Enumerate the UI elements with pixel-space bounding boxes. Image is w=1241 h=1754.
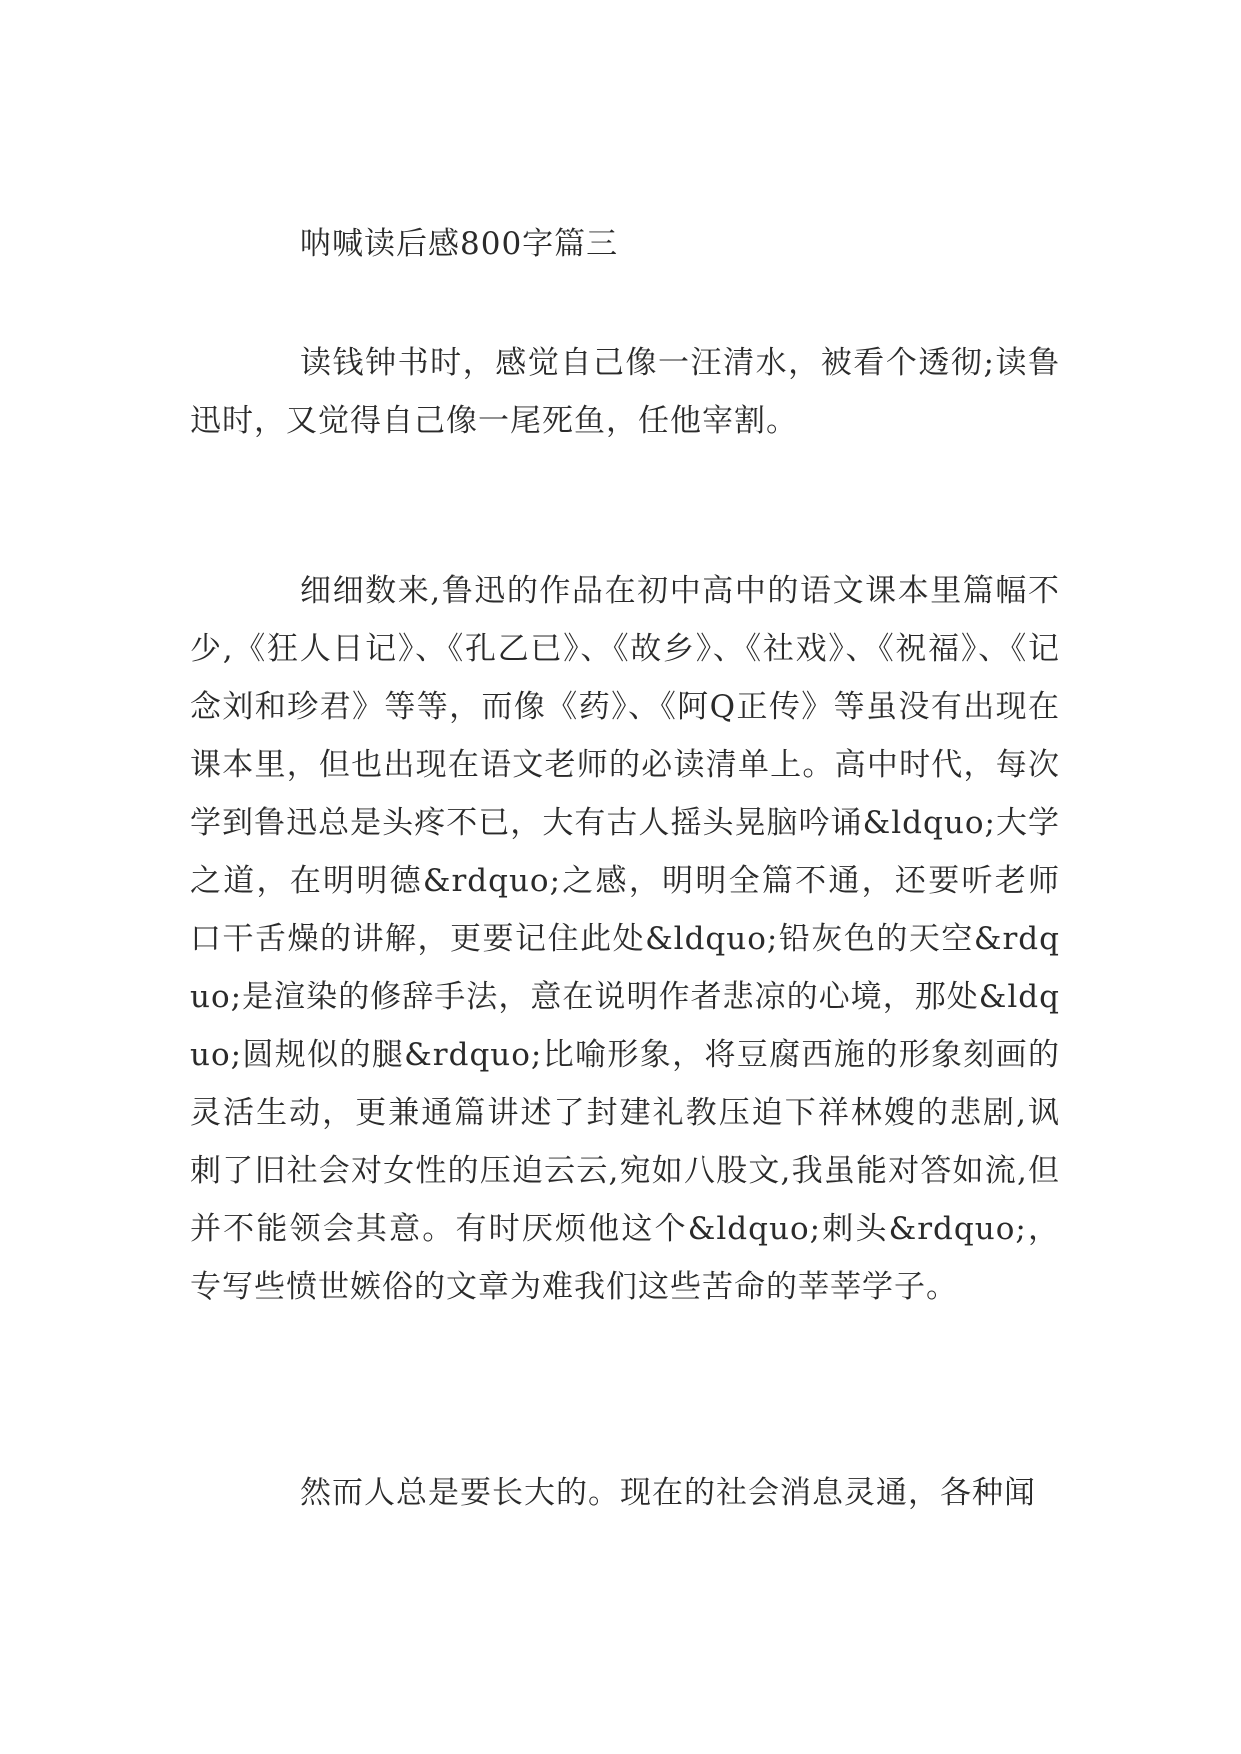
paragraph-2: 细细数来,鲁迅的作品在初中高中的语文课本里篇幅不少,《狂人日记》、《孔乙已》、《故乡》、《社戏》、《祝福》、《记念刘和珍君》等等，而像《药》、《阿Q正传》等虽没有出现在课本里，但也出现在语文老师的必读清单上。高中时代，每次学到鲁迅总是头疼不已，大有古人摇头晃脑吟诵&ldquo;大学之道，在明明德&rdquo;之感，明明全篇不通，还要听老师口干舌燥的讲解，更要记住此处&ldquo;铅灰色的天空&rdquo;是渲染的修辞手法，意在说明作者悲凉的心境，那处&ldquo;圆规似的腿&rdquo;比喻形象，将豆腐西施的形象刻画的灵活生动，更兼通篇讲述了封建礼教压迫下祥林嫂的悲剧,讽刺了旧社会对女性的压迫云云,宛如八股文,我虽能对答如流,但并不能领会其意。有时厌烦他这个&ldquo;刺头&rdquo;，专写些愤世嫉俗的文章为难我们这些苦命的莘莘学子。 <box>190 573 1060 1305</box>
paragraph-1: 读钱钟书时，感觉自己像一汪清水，被看个透彻;读鲁迅时，又觉得自己像一尾死鱼，任他宰割。 <box>190 345 1060 439</box>
document-title: 呐喊读后感800字篇三 <box>300 226 619 262</box>
paragraph-3: 然而人总是要长大的。现在的社会消息灵通，各种闻 <box>300 1475 1036 1511</box>
